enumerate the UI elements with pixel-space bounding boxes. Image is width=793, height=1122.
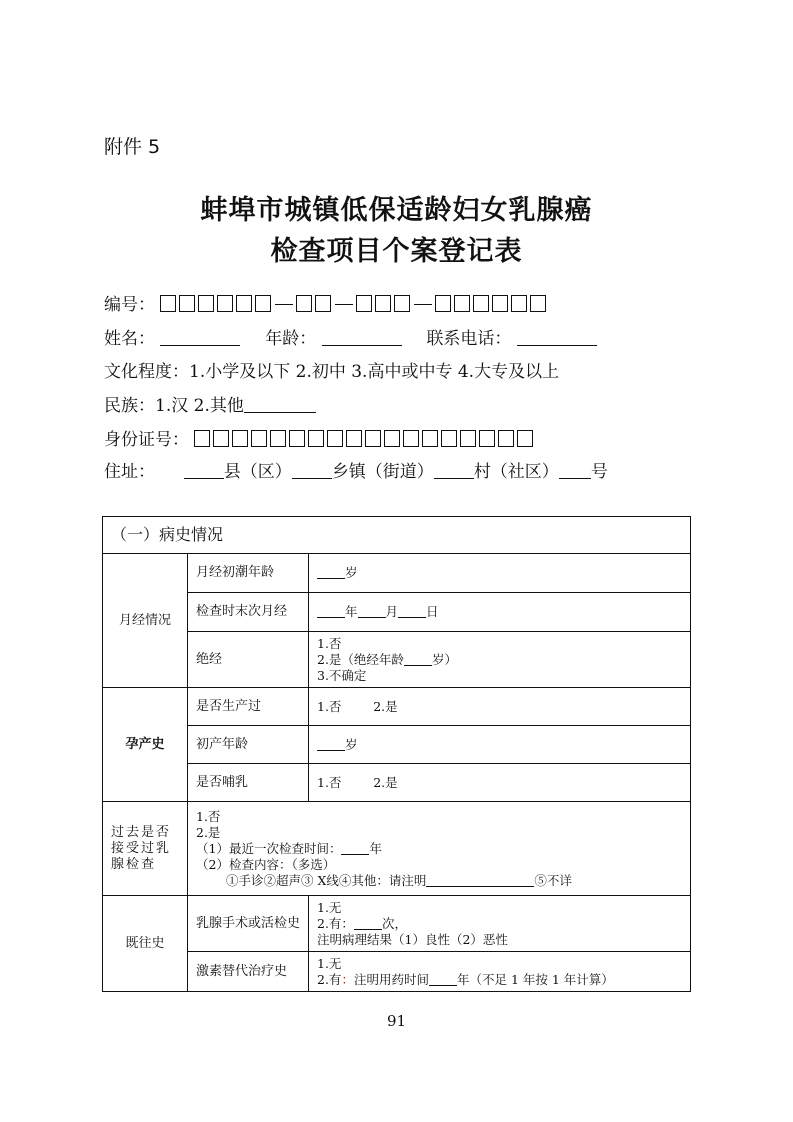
age-field[interactable] <box>322 345 402 346</box>
idcard-row <box>104 425 536 450</box>
lmp-day-blank[interactable] <box>398 617 426 618</box>
first-birth-blank[interactable] <box>317 750 345 751</box>
menopause-opt2-text: 2.是（绝经年龄 <box>317 651 404 667</box>
address-county-label: 县（区） <box>223 462 292 482</box>
menopause-cell[interactable] <box>309 632 691 688</box>
address-number-field[interactable] <box>559 478 591 479</box>
past-exam-last-time-label: （1）最近一次检查时间： <box>196 840 342 856</box>
past-exam-cell[interactable] <box>188 802 691 896</box>
ethnicity-row <box>104 391 316 416</box>
surgery-count-unit: 次， <box>381 915 407 931</box>
lmp-label: 检查时末次月经 <box>188 593 309 632</box>
name-field[interactable] <box>160 345 240 346</box>
page-number: 91 <box>386 1012 407 1030</box>
address-number-label: 号 <box>590 462 608 482</box>
past-exam-options-text: ①手诊②超声③ X线④其他：请注明 <box>226 872 427 888</box>
first-birth-cell[interactable] <box>309 726 691 764</box>
menarche-unit: 岁 <box>345 565 358 580</box>
menopause-opt2[interactable] <box>317 652 682 668</box>
lmp-year-unit: 年 <box>345 604 358 619</box>
phone-field[interactable] <box>517 345 597 346</box>
address-village-label: 村（社区） <box>473 462 559 482</box>
lmp-month-blank[interactable] <box>358 617 386 618</box>
hormone-opt2-text: 2.有 <box>317 971 342 987</box>
past-exam-opt1[interactable]: 1.否 <box>196 808 221 824</box>
address-county-field[interactable] <box>184 478 224 479</box>
hormone-duration-label: 注明用药时间 <box>353 971 429 987</box>
name-age-phone-row <box>104 324 597 349</box>
first-birth-label: 初产年龄 <box>188 726 309 764</box>
history-category: 既往史 <box>103 896 188 992</box>
surgery-opt2[interactable] <box>317 916 682 932</box>
form-title-line1: 蚌埠市城镇低保适龄妇女乳腺癌 <box>200 195 593 226</box>
surgery-label: 乳腺手术或活检史 <box>188 896 309 952</box>
hormone-opt2[interactable] <box>317 972 682 988</box>
menarche-cell[interactable] <box>309 554 691 593</box>
form-title-line2: 检查项目个案登记表 <box>270 236 523 267</box>
menstrual-category: 月经情况 <box>103 554 188 688</box>
address-row <box>104 457 608 482</box>
lmp-month-unit: 月 <box>385 604 399 619</box>
birth-options[interactable]: 1.否 2.是 <box>309 688 691 726</box>
section-title: （一）病史情况 <box>103 517 691 554</box>
past-exam-year-unit: 年 <box>369 840 382 856</box>
past-exam-other-blank[interactable] <box>426 886 534 887</box>
menopause-opt3[interactable]: 3.不确定 <box>317 667 367 683</box>
ethnicity-other-field[interactable] <box>244 412 316 413</box>
lmp-year-blank[interactable] <box>317 617 345 618</box>
phone-label: 联系电话： <box>426 329 512 349</box>
hormone-opt1[interactable]: 1.无 <box>317 955 342 971</box>
surgery-opt1[interactable]: 1.无 <box>317 899 342 915</box>
surgery-pathology[interactable]: 注明病理结果（1）良性（2）恶性 <box>317 931 508 947</box>
menopause-age-blank[interactable] <box>404 665 432 666</box>
id-number-boxes[interactable] <box>160 295 549 315</box>
menopause-opt2-unit: 岁） <box>431 651 457 667</box>
address-town-field[interactable] <box>292 478 332 479</box>
attachment-label: 附件 5 <box>104 136 161 158</box>
idcard-label: 身份证号： <box>104 430 189 450</box>
past-exam-opt2[interactable]: 2.是 <box>196 824 221 840</box>
address-town-label: 乡镇（街道） <box>331 462 434 482</box>
hormone-years-blank[interactable] <box>429 985 457 986</box>
surgery-opt2-text: 2.有： <box>317 915 354 931</box>
past-exam-content-options[interactable] <box>196 873 682 889</box>
age-label: 年龄： <box>265 329 317 349</box>
hormone-years-unit: 年（不足 1 年按 1 年计算） <box>456 971 614 987</box>
menarche-blank[interactable] <box>317 578 345 579</box>
breastfeed-options[interactable]: 1.否 2.是 <box>309 764 691 802</box>
menarche-label: 月经初潮年龄 <box>188 554 309 593</box>
name-label: 姓名： <box>104 329 155 349</box>
past-exam-unknown-option[interactable]: ⑤不详 <box>534 872 572 888</box>
menopause-label: 绝经 <box>188 632 309 688</box>
first-birth-unit: 岁 <box>345 736 358 752</box>
address-label: 住址： <box>104 462 155 482</box>
past-exam-content-label: （2）检查内容：（多选） <box>196 856 336 872</box>
hormone-opt2-colon: ： <box>341 971 354 987</box>
idcard-boxes[interactable] <box>194 430 536 450</box>
hormone-cell[interactable] <box>309 952 691 992</box>
id-number-row <box>104 290 549 315</box>
address-village-field[interactable] <box>434 478 474 479</box>
pregnancy-category: 孕产史 <box>103 688 188 802</box>
menopause-opt1[interactable]: 1.否 <box>317 635 342 651</box>
birth-label: 是否生产过 <box>188 688 309 726</box>
id-number-label: 编号： <box>104 295 155 315</box>
education-row[interactable]: 文化程度：1.小学及以下 2.初中 3.高中或中专 4.大专及以上 <box>104 362 560 382</box>
breastfeed-label: 是否哺乳 <box>188 764 309 802</box>
lmp-day-unit: 日 <box>426 604 439 619</box>
lmp-cell[interactable] <box>309 593 691 632</box>
past-exam-year-blank[interactable] <box>341 854 369 855</box>
surgery-count-blank[interactable] <box>354 929 382 930</box>
medical-history-table <box>102 516 691 992</box>
past-exam-category: 过去是否接受过乳腺检查 <box>103 802 188 896</box>
surgery-cell[interactable] <box>309 896 691 952</box>
ethnicity-label[interactable]: 民族：1.汉 2.其他 <box>104 396 244 416</box>
hormone-label: 激素替代治疗史 <box>188 952 309 992</box>
past-exam-last-time <box>196 841 682 857</box>
